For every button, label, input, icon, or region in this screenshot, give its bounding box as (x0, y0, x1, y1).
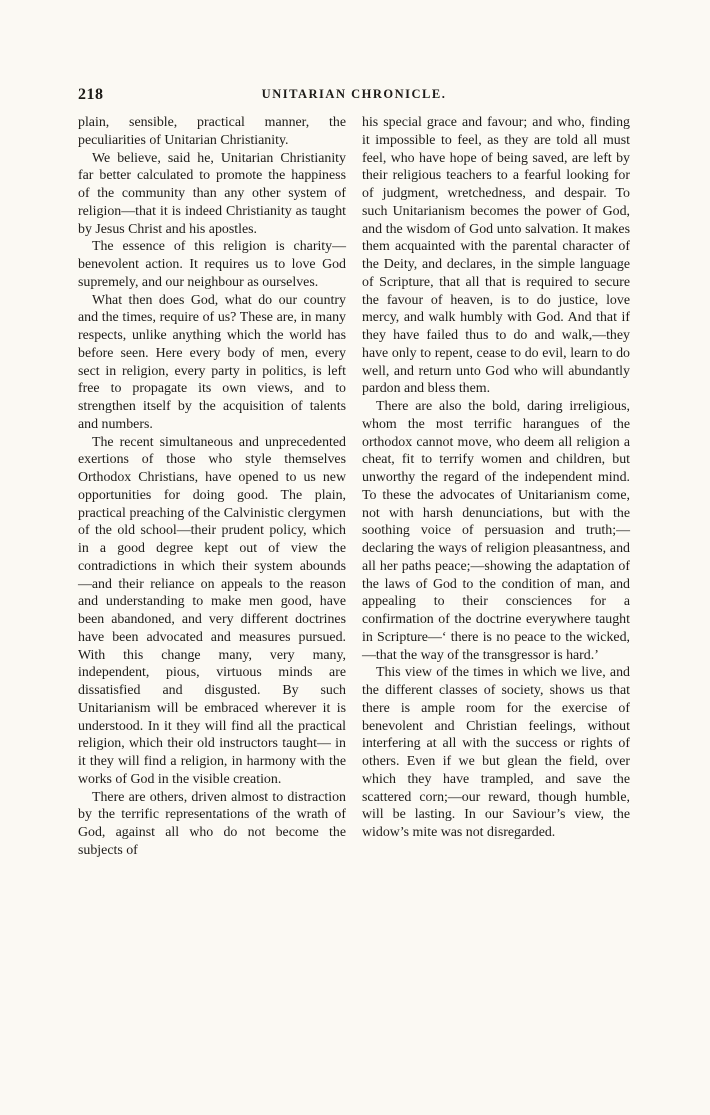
paragraph: plain, sensible, practical manner, the peculiarities of Unitarian Christianity. (78, 115, 346, 148)
paragraph: This view of the times in which we live, and the different classes of society, shows us that there is ample room for the exercise of benevolent and Christian feelings, without interfering at all with the success or rights of others. Even if we but glean the field, over which they have trampled, and save the scattered corn;—our reward, though humble, will be lasting. In our Saviour’s view, the widow’s mite was not disregarded. (362, 665, 630, 840)
paragraph: What then does God, what do our country and the times, require of us? These are, in many respects, unlike anything which the world has before seen. Here every body of men, every sect in religion, every party in politics, is left free to propagate its own views, and to strengthen itself by the acquisition of talents and numbers. (78, 292, 346, 432)
document-page (78, 86, 630, 1046)
page-header (78, 86, 630, 114)
paragraph: We believe, said he, Unitarian Christianity far better calculated to promote the happiness of the community than any other system of religion—that it is indeed Christianity as taught by Jesus Christ and his apostles. (78, 150, 346, 237)
page-number: 218 (78, 86, 104, 103)
running-head: UNITARIAN CHRONICLE. (261, 87, 447, 101)
paragraph: his special grace and favour; and who, finding it impossible to feel, as they are told all must feel, who have hope of being saved, are left by their religious teachers to a fearful looking for of judgment, wretchedness, and despair. To such Unitarianism becomes the power of God, and the wisdom of God unto salvation. It makes them acquainted with the parental character of the Deity, and declares, in the simple language of Scripture, that all that is required to secure the favour of heaven, is to do justice, love mercy, and walk humbly with God. And that if they have failed thus to do and walk,—they have only to repent, cease to do evil, learn to do well, and return unto God who will abundantly pardon and bless them. (362, 115, 630, 397)
paragraph: The recent simultaneous and unprecedented exertions of those who style themselves Orthodox Christians, have opened to us new opportunities for doing good. The plain, practical preaching of the Calvinistic clergymen of the old school—their prudent policy, which in a good degree kept out of view the contradictions in which their system abounds —and their reliance on appeals to the reason and understanding to make men good, have been abandoned, and very different doctrines have been advocated and measures pursued. With this change many, very many, independent, pious, virtuous minds are dissatisfied and disgusted. By such Unitarianism will be embraced wherever it is understood. In it they will find all the practical religion, which their old instructors taught— in it they will find a religion, in harmony with the works of God in the visible creation. (78, 434, 346, 787)
paragraph: There are others, driven almost to distraction by the terrific representations of the wrath of God, against all who do not become the subjects of (78, 789, 346, 858)
text-columns (78, 114, 630, 860)
left-column (78, 114, 346, 860)
right-column (362, 114, 630, 860)
paragraph: The essence of this religion is charity—benevolent action. It requires us to love God supremely, and our neighbour as ourselves. (78, 239, 346, 290)
paragraph: There are also the bold, daring irreligious, whom the most terrific harangues of the orthodox cannot move, who deem all religion a cheat, fit to terrify women and children, but unworthy the regard of the independent mind. To these the advocates of Unitarianism come, not with harsh denunciations, but with the soothing voice of persuasion and truth;—declaring the ways of religion pleasantness, and all her paths peace;—showing the adaptation of the laws of God to the condition of man, and appealing to their consciences for a confirmation of the doctrine everywhere taught in Scripture—‘ there is no peace to the wicked,—that the way of the transgressor is hard.’ (362, 399, 630, 663)
